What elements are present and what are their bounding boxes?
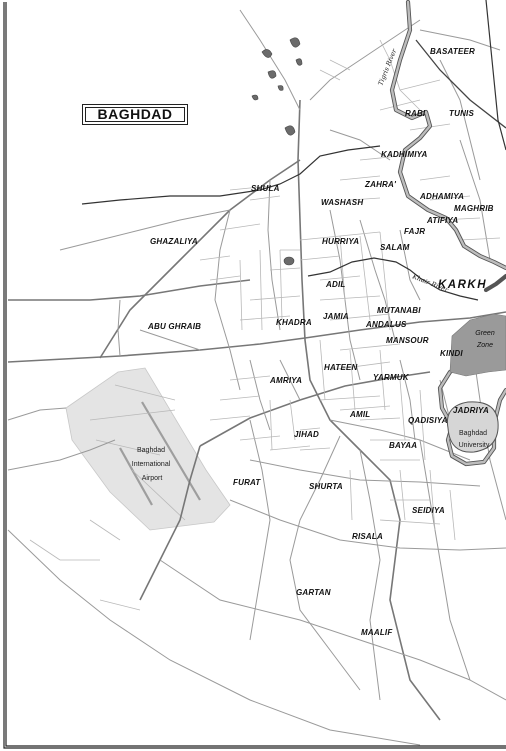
label-hateen: HATEEN bbox=[324, 363, 358, 372]
label-salam: SALAM bbox=[380, 243, 410, 252]
airport-label-line2: International bbox=[131, 461, 171, 468]
label-yarmuk: YARMUK bbox=[373, 373, 409, 382]
label-mutanabi: MUTANABI bbox=[377, 306, 421, 315]
airport-label-line1: Baghdad bbox=[137, 447, 166, 454]
label-risala: RISALA bbox=[352, 532, 383, 541]
label-adil: ADIL bbox=[326, 280, 346, 289]
label-rabi: RABI bbox=[405, 109, 426, 118]
label-ghazaliya: GHAZALIYA bbox=[150, 237, 198, 246]
label-atifiya: ATIFIYA bbox=[427, 216, 459, 225]
label-shurta: SHURTA bbox=[309, 482, 343, 491]
map-title: BAGHDAD bbox=[97, 106, 173, 122]
district-label-karkh: KARKH bbox=[438, 279, 488, 291]
university-label-line1: Baghdad bbox=[459, 430, 488, 437]
label-abu-ghraib: ABU GHRAIB bbox=[148, 322, 202, 331]
label-zahra: ZAHRA' bbox=[365, 180, 397, 189]
label-basateer: BASATEER bbox=[430, 47, 476, 56]
label-jihad: JIHAD bbox=[294, 430, 320, 439]
label-hurriya: HURRIYA bbox=[322, 237, 360, 246]
label-jadriya: JADRIYA bbox=[453, 406, 489, 415]
label-adhamiya: ADHAMIYA bbox=[420, 192, 465, 201]
map-title-box bbox=[82, 104, 188, 125]
green-zone-label: Green bbox=[475, 330, 495, 337]
label-kindi: KINDI bbox=[440, 349, 463, 358]
airport-label-line3: Airport bbox=[141, 475, 163, 482]
label-kadhimiya: KADHIMIYA bbox=[381, 150, 428, 159]
label-seidiya: SEIDIYA bbox=[412, 506, 445, 515]
label-amil: AMIL bbox=[350, 410, 371, 419]
green-zone-label-line2: Zone bbox=[477, 342, 493, 349]
label-bayaa: BAYAA bbox=[389, 441, 418, 450]
university-label-line2: University bbox=[458, 442, 490, 449]
label-qadisiya: QADISIYA bbox=[408, 416, 448, 425]
label-jamia: JAMIA bbox=[323, 312, 349, 321]
green-zone-label-2 bbox=[476, 342, 493, 349]
label-gartan: GARTAN bbox=[296, 588, 331, 597]
khair-river-label: Khair River bbox=[411, 272, 450, 295]
label-shula: SHULA bbox=[251, 184, 280, 193]
label-andalus: ANDALUS bbox=[366, 320, 407, 329]
label-amriya: AMRIYA bbox=[270, 376, 303, 385]
label-mansour: MANSOUR bbox=[386, 336, 429, 345]
label-maghrib: MAGHRIB bbox=[454, 204, 494, 213]
label-khadra: KHADRA bbox=[276, 318, 312, 327]
label-furat: FURAT bbox=[233, 478, 261, 487]
label-washash: WASHASH bbox=[321, 198, 364, 207]
label-maalif: MAALIF bbox=[361, 628, 393, 637]
label-fajr: FAJR bbox=[404, 227, 426, 236]
tigris-river-label: Tigris River bbox=[376, 47, 399, 87]
label-tunis: TUNIS bbox=[449, 109, 474, 118]
